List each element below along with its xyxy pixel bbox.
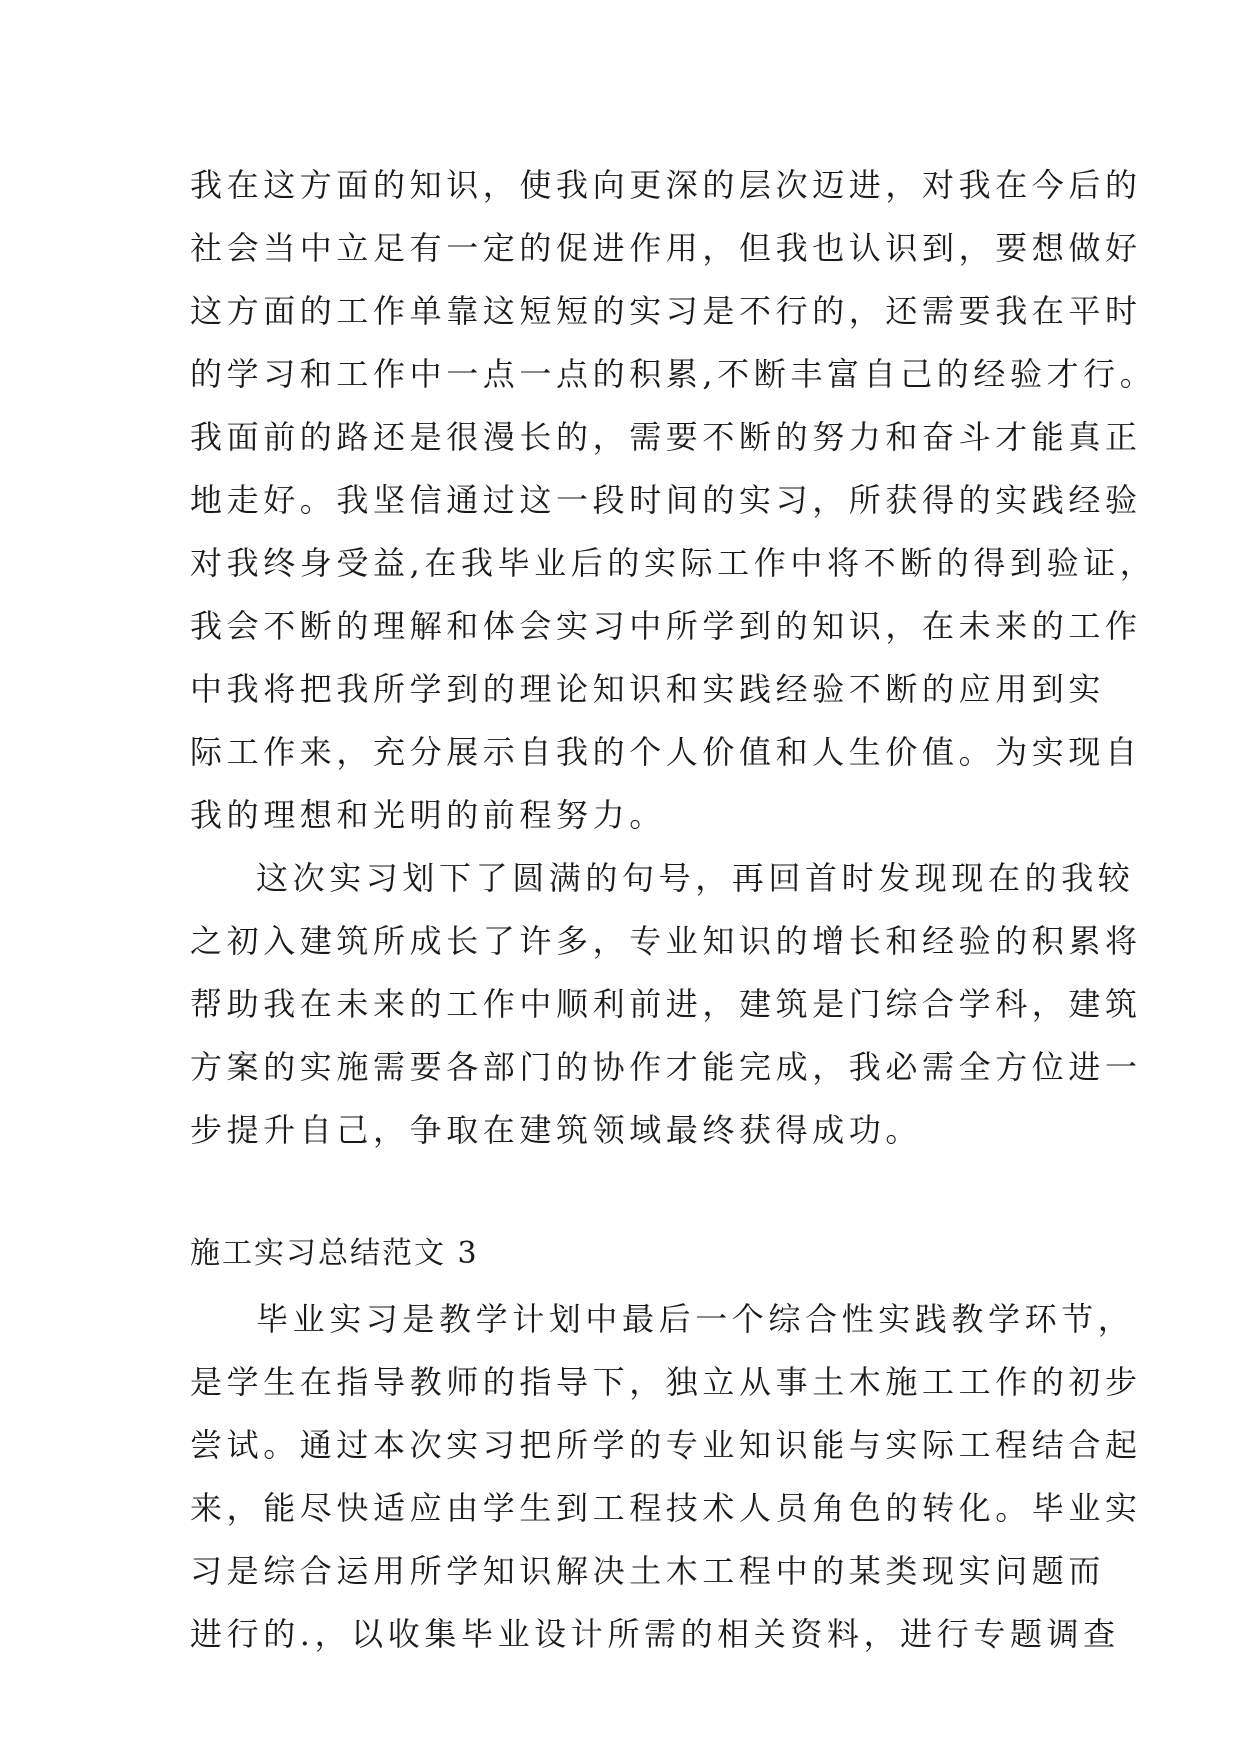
text-line: 我的理想和光明的前程努力。	[190, 796, 666, 834]
text-line: 社会当中立足有一定的促进作用，但我也认识到，要想做好	[190, 229, 1142, 267]
text-line: 进行的.，以收集毕业设计所需的相关资料，进行专题调查	[190, 1615, 1120, 1653]
text-line: 际工作来，充分展示自我的个人价值和人生价值。为实现自	[190, 733, 1142, 771]
text-line: 习是综合运用所学知识解决土木工程中的某类现实问题而	[190, 1552, 1106, 1590]
text-line: 我会不断的理解和体会实习中所学到的知识，在未来的工作	[190, 607, 1142, 645]
text-line: 方案的实施需要各部门的协作才能完成，我必需全方位进一	[190, 1048, 1142, 1086]
text-line: 我在这方面的知识，使我向更深的层次迈进，对我在今后的	[190, 166, 1142, 204]
text-line: 我面前的路还是很漫长的，需要不断的努力和奋斗才能真正	[190, 418, 1142, 456]
text-line: 这次实习划下了圆满的句号，再回首时发现现在的我较	[256, 859, 1135, 897]
text-line: 对我终身受益,在我毕业后的实际工作中将不断的得到验证，	[190, 544, 1157, 582]
section-heading: 施工实习总结范文 3	[190, 1236, 479, 1271]
text-line: 地走好。我坚信通过这一段时间的实习，所获得的实践经验	[190, 481, 1142, 519]
text-line: 毕业实习是教学计划中最后一个综合性实践教学环节，	[256, 1300, 1135, 1338]
text-line: 的学习和工作中一点一点的积累,不断丰富自己的经验才行。	[190, 355, 1157, 393]
text-line: 是学生在指导教师的指导下，独立从事土木施工工作的初步	[190, 1363, 1142, 1401]
text-line: 这方面的工作单靠这短短的实习是不行的，还需要我在平时	[190, 292, 1142, 330]
text-line: 步提升自己，争取在建筑领域最终获得成功。	[190, 1111, 923, 1149]
text-line: 来，能尽快适应由学生到工程技术人员角色的转化。毕业实	[190, 1489, 1142, 1527]
text-line: 中我将把我所学到的理论知识和实践经验不断的应用到实	[190, 670, 1106, 708]
text-line: 帮助我在未来的工作中顺利前进，建筑是门综合学科，建筑	[190, 985, 1142, 1023]
text-line: 之初入建筑所成长了许多，专业知识的增长和经验的积累将	[190, 922, 1142, 960]
text-line: 尝试。通过本次实习把所学的专业知识能与实际工程结合起	[190, 1426, 1142, 1464]
